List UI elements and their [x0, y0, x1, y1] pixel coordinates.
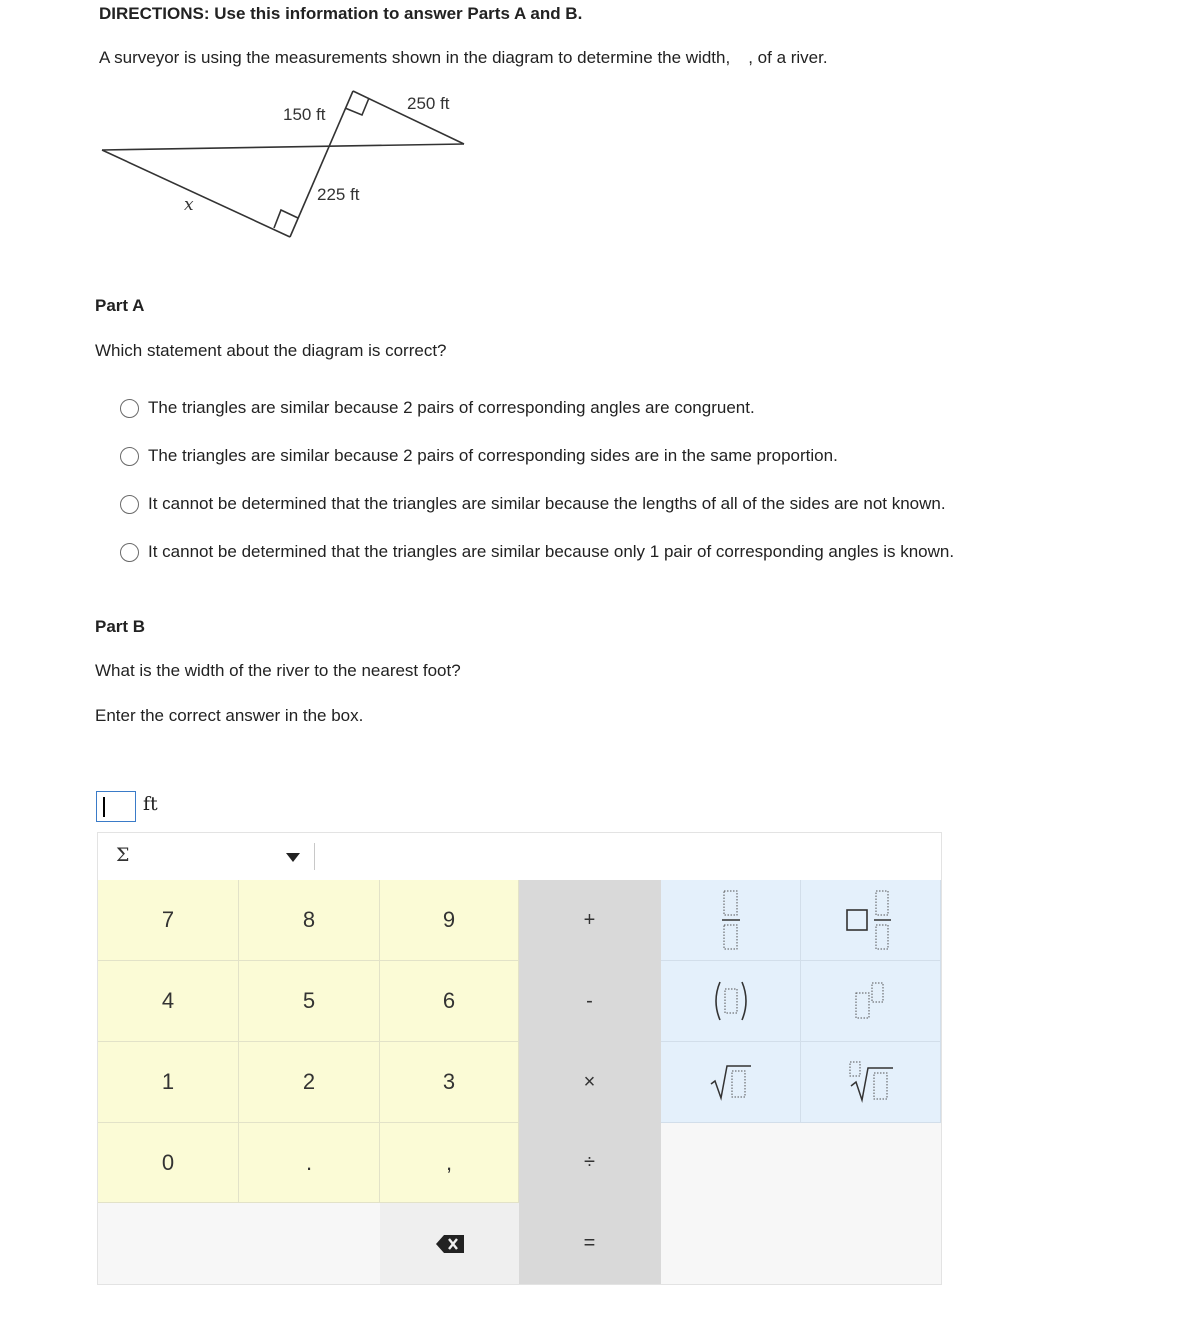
text-cursor: [103, 797, 105, 817]
mixed-number-icon: [845, 888, 897, 952]
unit-label: ft: [143, 793, 158, 815]
nth-root-key[interactable]: [801, 1042, 941, 1123]
horizontal-line: [102, 144, 464, 150]
answer-input[interactable]: [96, 791, 136, 822]
left-slant-side: [102, 150, 290, 237]
square-root-key[interactable]: [661, 1042, 801, 1123]
key-5[interactable]: 5: [239, 961, 380, 1042]
exponent-icon: [854, 981, 888, 1021]
key-3[interactable]: 3: [380, 1042, 519, 1123]
part-a-question: Which statement about the diagram is correct?: [95, 341, 447, 360]
key-divide[interactable]: ÷: [519, 1123, 661, 1203]
option-label: The triangles are similar because 2 pairs of corresponding sides are in the same proportion.: [148, 446, 838, 465]
label-x: x: [184, 195, 194, 215]
option-d[interactable]: [120, 542, 954, 562]
option-label: The triangles are similar because 2 pairs of corresponding angles are congruent.: [148, 398, 755, 417]
key-plus[interactable]: +: [519, 880, 661, 961]
key-4[interactable]: 4: [98, 961, 239, 1042]
fraction-key[interactable]: [661, 880, 801, 961]
key-9[interactable]: 9: [380, 880, 519, 961]
backspace-key[interactable]: [380, 1203, 519, 1284]
key-1[interactable]: 1: [98, 1042, 239, 1123]
option-c[interactable]: [120, 494, 946, 514]
part-b-title: Part B: [95, 617, 146, 636]
label-250-ft: 250 ft: [407, 94, 450, 113]
intro-text: [99, 48, 828, 68]
radio-button[interactable]: [120, 543, 139, 562]
key-8[interactable]: 8: [239, 880, 380, 961]
key-minus[interactable]: -: [519, 961, 661, 1042]
parentheses-icon: [711, 979, 751, 1023]
radio-button[interactable]: [120, 447, 139, 466]
key-6[interactable]: 6: [380, 961, 519, 1042]
radio-button[interactable]: [120, 495, 139, 514]
directions-text: DIRECTIONS: Use this information to answer Parts A and B.: [99, 4, 583, 23]
key-7[interactable]: 7: [98, 880, 239, 961]
key-decimal[interactable]: .: [239, 1123, 380, 1203]
option-b[interactable]: [120, 446, 838, 466]
option-label: It cannot be determined that the triangles are similar because the lengths of all of the sides are not known.: [148, 494, 946, 513]
keypad-header: [98, 833, 941, 880]
option-label: It cannot be determined that the triangles are similar because only 1 pair of corresponding angles is known.: [148, 542, 955, 561]
keypad-blank-area: [661, 1123, 941, 1284]
mixed-number-key[interactable]: [801, 880, 941, 961]
radio-button[interactable]: [120, 399, 139, 418]
intro-before: A surveyor is using the measurements shown in the diagram to determine the width,: [99, 48, 731, 67]
math-keypad: [97, 832, 942, 1285]
key-2[interactable]: 2: [239, 1042, 380, 1123]
part-a-title: Part A: [95, 296, 145, 315]
key-equals[interactable]: =: [519, 1203, 661, 1284]
nth-root-icon: [848, 1060, 894, 1104]
part-b-question: What is the width of the river to the nearest foot?: [95, 661, 461, 680]
backspace-icon: [436, 1235, 464, 1253]
fraction-icon: [721, 888, 741, 952]
key-0[interactable]: 0: [98, 1123, 239, 1203]
square-root-icon: [710, 1062, 752, 1102]
option-a[interactable]: [120, 398, 755, 418]
keypad-empty-cell: [98, 1203, 380, 1284]
label-225-ft: 225 ft: [317, 185, 360, 204]
header-divider: [314, 843, 315, 870]
dropdown-arrow-icon[interactable]: [286, 853, 300, 862]
sigma-icon[interactable]: Σ: [116, 844, 130, 866]
part-b-instruction: Enter the correct answer in the box.: [95, 706, 364, 725]
key-comma[interactable]: ,: [380, 1123, 519, 1203]
river-diagram: [90, 82, 490, 242]
exponent-key[interactable]: [801, 961, 941, 1042]
key-multiply[interactable]: ×: [519, 1042, 661, 1123]
parentheses-key[interactable]: [661, 961, 801, 1042]
label-150-ft: 150 ft: [283, 105, 326, 124]
intro-after: , of a river.: [748, 48, 828, 67]
